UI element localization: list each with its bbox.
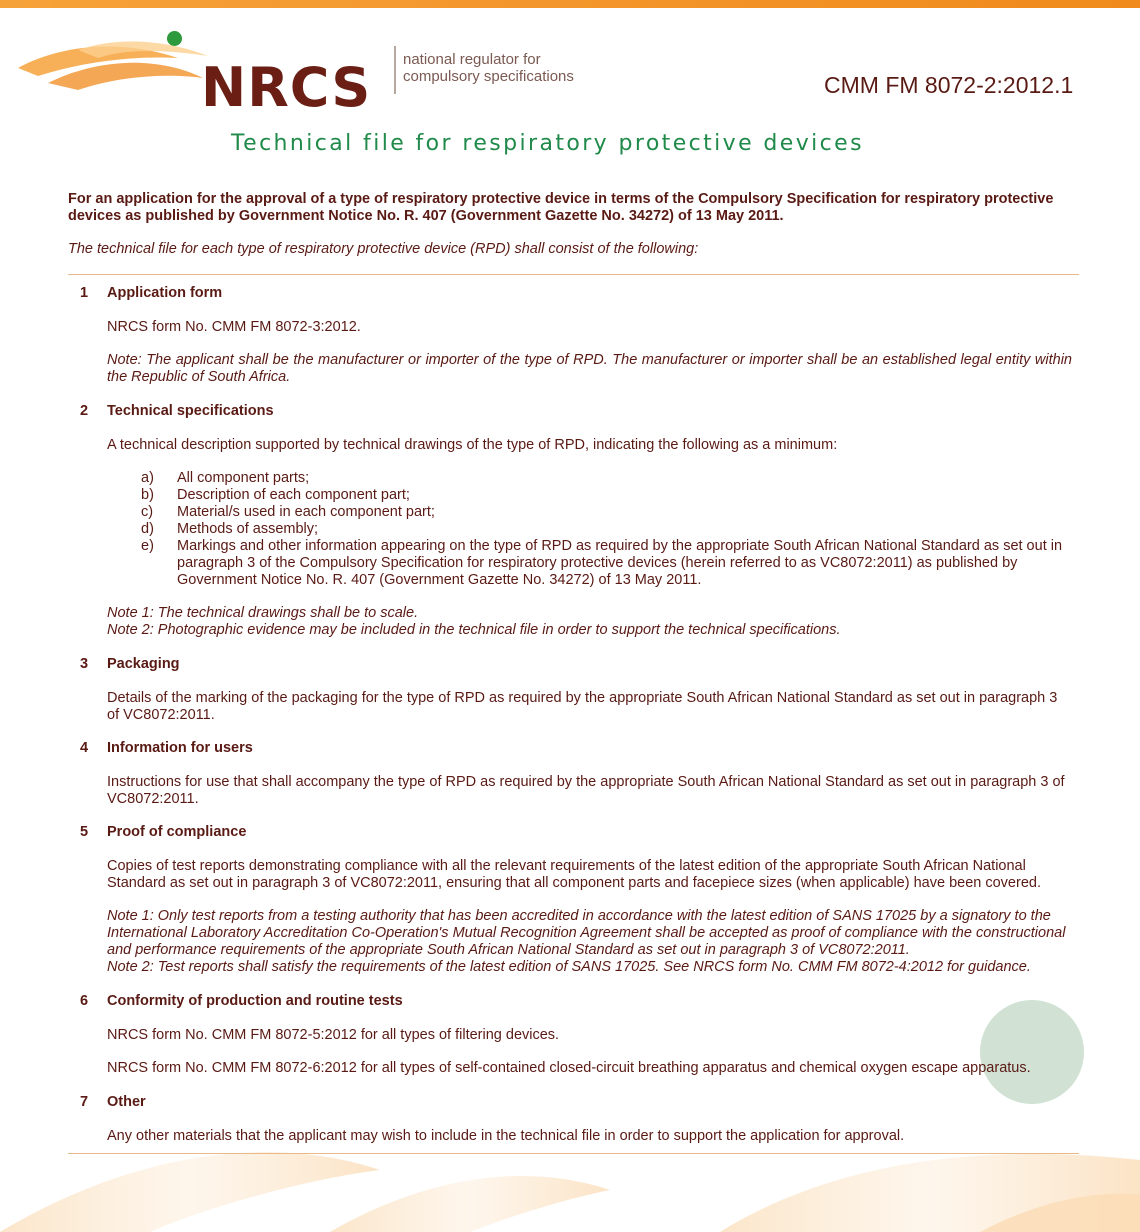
divider-bottom (68, 1153, 1079, 1154)
list-text: Description of each component part; (177, 487, 410, 503)
section-title: Information for users (107, 740, 253, 756)
intro-paragraph: For an application for the approval of a type of respiratory protective device in terms of the Compulsory Specification for respiratory protective devices as published by Government Notice No. R. 407 (Government Gazette No. 34272) of 13 May 2011. (68, 191, 1054, 224)
list-letter: a) (141, 470, 154, 486)
section-note: Note 1: The technical drawings shall be to scale. (107, 605, 419, 621)
divider-top (68, 274, 1079, 275)
list-text: Markings and other information appearing on the type of RPD as required by the appropriate South African National Standard as set out in paragraph 3 of the Compulsory Specification for respiratory protective devices (herein referred to as VC8072:2011) as published by Government Notice No. R. 407 (Government Gazette No. 34272) of 13 May 2011. (177, 538, 1063, 588)
section-heading (80, 824, 246, 841)
section-title: Packaging (107, 656, 180, 672)
section-text: NRCS form No. CMM FM 8072-5:2012 for all types of filtering devices. (107, 1027, 560, 1043)
top-accent-bar (0, 0, 1140, 8)
document-title: Technical file for respiratory protective devices (231, 131, 864, 156)
section-note: Note: The applicant shall be the manufacturer or importer of the type of RPD. The manufacturer or importer shall be an established legal entity within the Republic of South Africa. (107, 352, 1072, 385)
nrcs-logo (18, 28, 618, 119)
section-text: Instructions for use that shall accompany the type of RPD as required by the appropriate South African National Standard as set out in paragraph 3 of VC8072:2011. (107, 774, 1065, 807)
section-text: A technical description supported by technical drawings of the type of RPD, indicating the following as a minimum: (107, 437, 838, 453)
section-title: Proof of compliance (107, 824, 247, 840)
section-text: Any other materials that the applicant may wish to include in the technical file in order to support the application for approval. (107, 1128, 905, 1144)
decorative-green-circle (980, 1000, 1084, 1104)
section-number: 3 (80, 656, 89, 672)
logo-swoosh-icon (18, 28, 218, 103)
logo-tagline-line2: compulsory specifications (403, 68, 574, 85)
list-text: Material/s used in each component part; (177, 504, 435, 520)
section-title: Other (107, 1094, 146, 1110)
list-text: All component parts; (177, 470, 310, 486)
section-text: NRCS form No. CMM FM 8072-3:2012. (107, 319, 361, 335)
section-number: 2 (80, 403, 89, 419)
list-letter: e) (141, 538, 154, 554)
section-heading (80, 285, 222, 302)
list-text: Methods of assembly; (177, 521, 319, 537)
section-heading (80, 656, 180, 673)
section-number: 5 (80, 824, 89, 840)
section-heading (80, 993, 403, 1010)
section-number: 4 (80, 740, 89, 756)
background-swoosh-decoration (0, 1100, 1140, 1232)
section-title: Technical specifications (107, 403, 274, 419)
list-letter: c) (141, 504, 154, 520)
section-number: 6 (80, 993, 89, 1009)
section-number: 1 (80, 285, 89, 301)
list-letter: b) (141, 487, 154, 503)
section-number: 7 (80, 1094, 89, 1110)
logo-tagline (403, 51, 574, 85)
section-heading (80, 403, 274, 420)
section-note: Note 2: Photographic evidence may be included in the technical file in order to support the technical specifications. (107, 622, 841, 638)
section-heading (80, 1094, 146, 1111)
section-text: NRCS form No. CMM FM 8072-6:2012 for all types of self-contained closed-circuit breathing apparatus and chemical oxygen escape apparatus. (107, 1060, 1031, 1076)
section-text: Details of the marking of the packaging for the type of RPD as required by the appropriate South African National Standard as set out in paragraph 3 of VC8072:2011. (107, 690, 1058, 723)
section-heading (80, 740, 253, 757)
logo-tagline-line1: national regulator for (403, 51, 541, 68)
document-code: CMM FM 8072-2:2012.1 (824, 72, 1074, 98)
intro-note: The technical file for each type of respiratory protective device (RPD) shall consist of the following: (68, 241, 699, 257)
logo-green-dot (167, 31, 182, 46)
section-note: Note 1: Only test reports from a testing authority that has been accredited in accordance with the latest edition of SANS 17025 by a signatory to the International Laboratory Accreditation Co-Operation's Mutual Recognition Agreement shall be accepted as proof of compliance with the constructional and performance requirements of the appropriate South African National Standard as set out in paragraph 3 of VC8072:2011. (107, 908, 1066, 958)
logo-divider (394, 46, 396, 94)
section-title: Application form (107, 285, 223, 301)
section-text: Copies of test reports demonstrating compliance with all the relevant requirements of the latest edition of the appropriate South African National Standard as set out in paragraph 3 of VC8072:2011, ensuring that all component parts and facepiece sizes (when applicable) have been covered. (107, 858, 1041, 891)
logo-wordmark: NRCS (201, 56, 372, 119)
section-note: Note 2: Test reports shall satisfy the requirements of the latest edition of SANS 17025. See NRCS form No. CMM FM 8072-4:2012 for guidance. (107, 959, 1031, 975)
list-letter: d) (141, 521, 154, 537)
section-title: Conformity of production and routine tests (107, 993, 403, 1009)
